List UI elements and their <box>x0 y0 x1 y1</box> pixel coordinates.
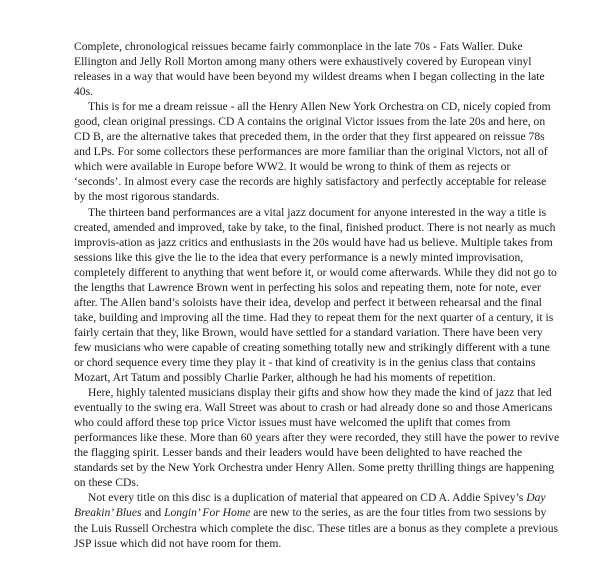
paragraph-reissues-history: Complete, chronological reissues became fairly commonplace in the late 70s - Fats Waller. Duke Ellington and Jelly Roll Morton among many others were exhaustively covered by European vinyl releases in a way that would have been beyond my wildest dreams when I began collecting in the late 40s. <box>74 40 545 99</box>
paragraph-disc-contents <box>74 490 560 550</box>
paragraph-dream-reissue: This is for me a dream reissue - all the Henry Allen New York Orchestra on CD, nicely copied from good, clean original pressings. CD A contains the original Victor issues from the late 20s and here, on CD B, are the alternative takes that preceded them, in the order that they first appeared on reissue 78s and LPs. For some collectors these performances are more familiar than the original Victors, not all of which were available in Europe before WW2. It would be wrong to think of them as rejects or ‘seconds’. In almost every case the records are highly satisfactory and perfectly acceptable for release by the most rigorous standards. <box>74 100 551 204</box>
paragraph-disc-contents-rest: are new to the series, as are the four titles from two sessions by the Luis Russell Orchestra which complete the disc. These titles are a bonus as they complete a previous JSP issue which did not have room for them. <box>74 506 559 550</box>
song-title-day-breakin-blues: Day Breakin’ Blues <box>74 491 546 520</box>
paragraph-disc-contents-intro: Not every title on this disc is a duplication of material that appeared on CD A. Addie Spivey’s <box>88 491 527 505</box>
paragraph-talented-musicians: Here, highly talented musicians display their gifts and show how they made the kind of jazz that led eventually to the swing era. Wall Street was about to crash or had already done so and those Americans who could afford these top price Victor issues must have welcomed the uplift that comes from performances like these. More than 60 years after they were recorded, they still have the power to revive the flagging spirit. Lesser bands and their leaders would have been delighted to have reached the standards set by the New York Orchestra under Henry Allen. Some pretty thrilling things are happening on these CDs. <box>74 386 560 490</box>
paragraph-band-performances: The thirteen band performances are a vital jazz document for anyone interested in the way a title is created, amended and improved, take by take, to the final, finished product. There is not nearly as much improvis-ation as jazz critics and enthusiasts in the 20s would have had us believe. Multiple takes from sessions like this give the lie to the idea that every performance is a newly minted improvisation, completely different to anything that went before it, or would come afterwards. While they did not go to the lengths that Lawrence Brown went in perfecting his solos and repeating them, note for note, ever after. The Allen band’s soloists have their idea, develop and perfect it between rehearsal and the final take, building and improving all the time. Had they to repeat them for the next quarter of a century, it is fairly certain that they, like Brown, would have settled for a standard variation. There have been very few musicians who were capable of creating something totally new and strikingly different with a tune or chord sequence every time they play it - that kind of creativity is in the genius class that contains Mozart, Art Tatum and possibly Charlie Parker, although he had his moments of repetition. <box>74 205 557 385</box>
paragraph-disc-contents-conjunction: and <box>141 506 165 520</box>
liner-notes-page <box>74 39 560 551</box>
song-title-longin-for-home: Longin’ For Home <box>164 506 251 520</box>
